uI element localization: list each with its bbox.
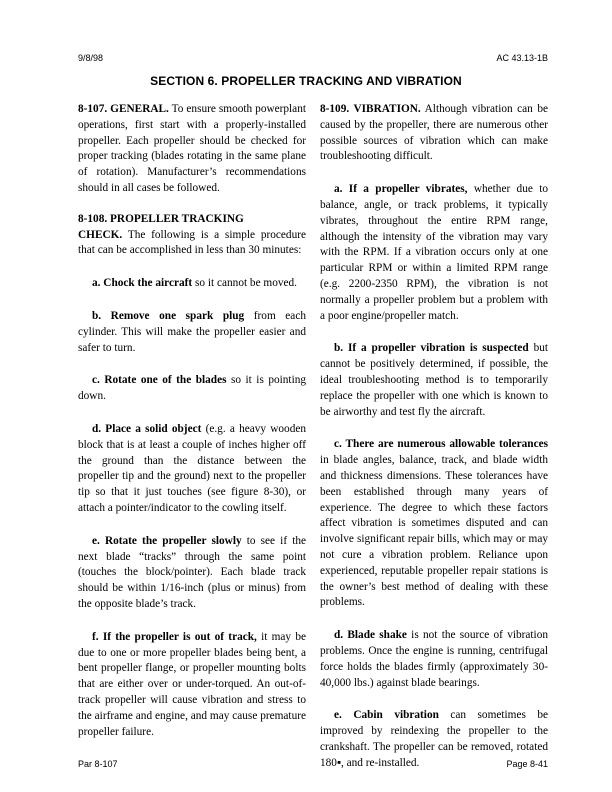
item-8-108-f xyxy=(78,630,306,741)
heading-8-108-line2: CHECK. xyxy=(78,228,123,241)
heading-8-108-line1: 8-108. PROPELLER TRACKING xyxy=(78,212,244,225)
label-8-109-b: b. If a propeller vibration is suspected xyxy=(334,342,529,355)
text-8-109-e: can sometimes be improved by reindexing the propeller to the crankshaft. The propeller can be removed, rotated 180▪, and re-installed. xyxy=(320,709,549,769)
text-8-108-b: from each cylinder. This will make the propeller easier and safer to turn. xyxy=(78,309,306,354)
item-8-109-c xyxy=(320,437,548,611)
item-8-108-e xyxy=(78,534,306,613)
paragraph-8-109 xyxy=(320,102,548,165)
paragraph-8-108 xyxy=(78,212,306,259)
text-8-108-f: it may be due to one or more propeller blades being bent, a bent propeller flange, or propeller mounting bolts that are either over or under-torqued. An out-of-track propeller will cause vibration and stress to the airframe and engine, and may cause premature propeller failure. xyxy=(78,630,306,738)
paragraph-8-107 xyxy=(78,102,306,197)
item-8-108-d xyxy=(78,422,306,517)
heading-8-109: 8-109. VIBRATION. xyxy=(320,103,421,115)
left-column xyxy=(78,102,306,740)
item-8-109-b xyxy=(320,341,548,420)
label-8-109-d: d. Blade shake xyxy=(334,629,407,642)
text-8-107: To ensure smooth powerplant operations, first start with a properly-installed propeller. Each propeller should be checked for proper tracking (blades rotating in the same plane of rotation). Manufacturer’s recommendations should in all cases be followed. xyxy=(78,103,306,194)
label-8-108-c: c. Rotate one of the blades xyxy=(92,374,227,387)
item-8-108-b xyxy=(78,309,306,356)
text-8-108-c: so it is pointing down. xyxy=(78,374,306,403)
item-8-109-a xyxy=(320,182,548,324)
label-8-108-d: d. Place a solid object xyxy=(92,422,202,435)
text-8-109-b: but cannot be positively determined, if possible, the ideal troubleshooting method is to temporarily replace the propeller with one which is known to be airworthy and test fly the aircraft. xyxy=(320,342,549,418)
label-8-109-c: c. There are numerous allowable tolerances xyxy=(334,438,548,451)
text-8-108-a: so it cannot be moved. xyxy=(192,277,297,290)
header-date: 9/8/98 xyxy=(78,53,104,63)
footer-page-number: Page 8-41 xyxy=(506,759,548,769)
text-8-108-e: to see if the next blade “tracks” through the same point (touches the block/pointer). Each blade track should be within 1/16-inch (plus or minus) from the opposite blade’s track. xyxy=(78,534,306,610)
item-8-109-d xyxy=(320,628,548,691)
label-8-109-e: e. Cabin vibration xyxy=(334,709,439,722)
text-8-109-c: in blade angles, balance, track, and blade width and thickness dimensions. These tolerances have been established through many years of experience. The degree to which these factors affect vibration is sometimes disputed and can involve significant repair bills, which may or may not cure a vibration problem. Reliance upon experienced, reputable propeller repair stations is the owner’s best method of dealing with these problems. xyxy=(320,454,548,609)
label-8-109-a: a. If a propeller vibrates, xyxy=(334,183,468,196)
label-8-108-f: f. If the propeller is out of track, xyxy=(92,630,257,643)
text-8-109: Although vibration can be caused by the propeller, there are numerous other possible sources of vibration which can make troubleshooting difficult. xyxy=(320,103,548,163)
heading-8-107: 8-107. GENERAL. xyxy=(78,103,169,115)
text-8-109-d: is not the source of vibration problems. Once the engine is running, centrifugal force holds the blades firmly (approximately 30-40,000 lbs.) against blade bearings. xyxy=(320,629,548,689)
label-8-108-b: b. Remove one spark plug xyxy=(92,309,245,322)
right-column xyxy=(320,102,548,771)
item-8-108-c xyxy=(78,373,306,405)
text-8-108-d: (e.g. a heavy wooden block that is at least a couple of inches higher off the ground than the distance between the propeller tip and the ground) next to the propeller tip so that it just touches (see figure 8-30), or attach a pointer/indicator to the cowling itself. xyxy=(78,422,307,514)
label-8-108-e: e. Rotate the propeller slowly xyxy=(92,534,242,547)
header-doc-id: AC 43.13-1B xyxy=(496,53,548,63)
item-8-108-a xyxy=(78,276,306,292)
text-8-108: The following is a simple procedure that can be accomplished in less than 30 minutes: xyxy=(78,228,306,257)
label-8-108-a: a. Chock the aircraft xyxy=(92,277,193,290)
section-title: SECTION 6. PROPELLER TRACKING AND VIBRATION xyxy=(150,74,462,88)
text-8-109-a: whether due to balance, angle, or track problems, it typically vibrates, throughout the entire RPM range, although the intensity of the vibration may vary with the RPM. If a vibration occurs only at one particular RPM or within a limited RPM range (e.g. 2200-2350 RPM), the vibration is not normally a propeller problem but a problem with a poor engine/propeller match. xyxy=(320,183,548,322)
footer-paragraph-ref: Par 8-107 xyxy=(78,759,118,769)
